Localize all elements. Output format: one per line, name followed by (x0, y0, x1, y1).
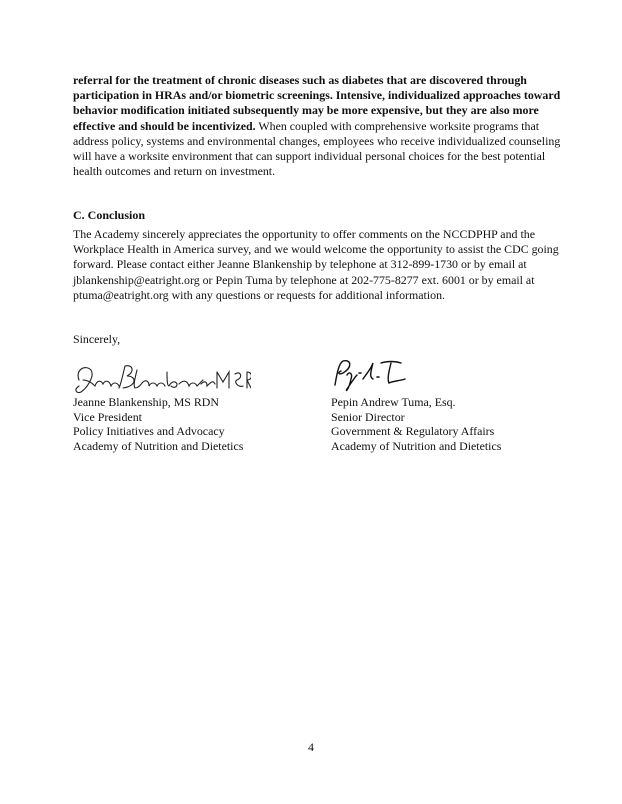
body-paragraph-2: The Academy sincerely appreciates the opportunity to offer comments on the NCCDPHP and the Workplace Health in America survey, and we would welcome the opportunity to assist the CDC going forward. Please contact either Jeanne Blankenship by telephone at 312-899-1730 or by email at jblankenship@eatright.org or Pepin Tuma by telephone at 202-775-8277 ext. 6001 or by email at ptuma@eatright.org with any questions or requests for additional information. (73, 227, 559, 302)
signer-department: Policy Initiatives and Advocacy (73, 424, 225, 439)
signer-organization: Academy of Nutrition and Dietetics (331, 438, 502, 453)
signature-block-left (73, 395, 243, 453)
section-heading: C. Conclusion (73, 208, 146, 222)
signer-name: Jeanne Blankenship, MS RDN (73, 395, 219, 409)
signer-title: Vice President (73, 409, 142, 424)
signature-jeanne-blankenship (71, 358, 251, 396)
signer-organization: Academy of Nutrition and Dietetics (73, 438, 244, 453)
page-number: 4 (308, 740, 314, 754)
normal-text: When coupled with comprehensive worksite programs that address policy, systems and environmental changes, employees who receive individualized counseling will have a worksite environment that can support individual personal choices for the best potential health outcomes and return on investment. (73, 118, 561, 179)
signer-title: Senior Director (331, 409, 405, 424)
signer-department: Government & Regulatory Affairs (331, 424, 495, 439)
bold-text: referral for the treatment of chronic diseases such as diabetes that are discovered through participation in HRAs and/or biometric screenings. Intensive, individualized approaches toward behavior modification initiated subsequently may be more expensive, but they are also more effective and should be incentivized. (73, 73, 561, 133)
signature-block-right (331, 395, 501, 453)
body-paragraph-1 (73, 73, 563, 179)
closing-salutation: Sincerely, (73, 332, 121, 346)
signer-name: Pepin Andrew Tuma, Esq. (331, 395, 456, 409)
signature-pepin-tuma (329, 355, 409, 395)
